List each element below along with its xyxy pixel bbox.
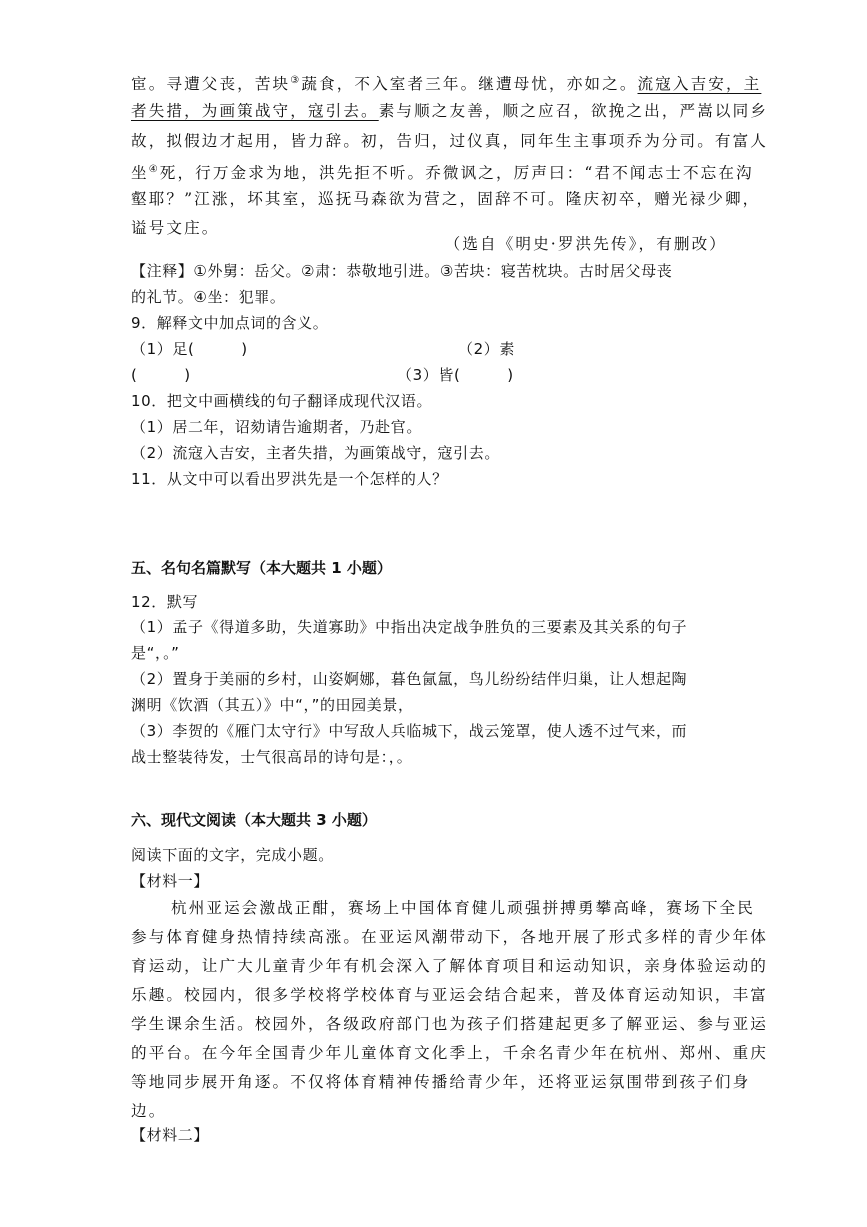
question-12-item-2a: （2）置身于美丽的乡村，山姿婀娜，暮色氤氲，鸟儿纷纷结伴归巢，让人想起陶	[131, 670, 688, 688]
question-12-stem: 12．默写	[131, 593, 199, 611]
question-12-item-3a: （3）李贺的《雁门太守行》中写敌人兵临城下，战云笼罩，使人透不过气来，而	[131, 722, 688, 740]
passage-line-4	[131, 157, 754, 186]
material-1-line-3: 育运动，让广大儿童青少年有机会深入了解体育项目和运动知识，亲身体验运动的	[131, 957, 768, 975]
section-6-intro: 阅读下面的文字，完成小题。	[131, 846, 334, 864]
passage-text: 宦。寻遭父丧，苦块	[131, 75, 291, 94]
material-1-line-4: 乐趣。校园内，很多学校将学校体育与亚运会结合起来，普及体育运动知识，丰富	[131, 986, 768, 1004]
question-11-stem: 11．从文中可以看出罗洪先是一个怎样的人？	[131, 470, 448, 488]
material-1-line-1: 杭州亚运会激战正酣，赛场上中国体育健儿顽强拼搏勇攀高峰，赛场下全民	[171, 899, 755, 917]
section-6-title: 六、现代文阅读（本大题共 3 小题）	[131, 811, 377, 829]
material-1-line-2: 参与体育健身热情持续高涨。在亚运风潮带动下，各地开展了形式多样的青少年体	[131, 928, 768, 946]
passage-text: 素与顺之友善，顺之应召，欲挽之出，严嵩以同乡	[378, 102, 768, 120]
notes-line-2: 的礼节。④坐：犯罪。	[131, 288, 286, 306]
underlined-sentence: 者失措，为画策战守，寇引去。	[131, 102, 379, 120]
question-9-item-2: （2）素	[458, 340, 515, 358]
passage-line-1	[131, 68, 761, 97]
question-9-item-3: （3）皆( )	[397, 366, 514, 384]
question-10-stem: 10．把文中画横线的句子翻译成现代汉语。	[131, 392, 433, 410]
question-9-stem: 9．解释文中加点词的含义。	[131, 314, 329, 332]
question-12-item-3b: 战士整装待发，士气很高昂的诗句是：，。	[131, 748, 413, 766]
passage-text: 死，行万金求为地，洪先拒不听。乔微讽之，厉声曰：“君不闻志士不忘在沟	[159, 164, 754, 183]
passage-source: （选自《明史·罗洪先传》，有删改）	[444, 235, 727, 253]
question-12-item-1b: 是“，。”	[131, 644, 180, 662]
question-9-item-1: （1）足( )	[131, 340, 248, 358]
underlined-sentence: 流寇入吉安，主	[637, 75, 762, 94]
question-12-item-2b: 渊明《饮酒（其五）》中“，”的田园美景，	[131, 696, 414, 714]
material-1-line-5: 学生课余生活。校园外，各级政府部门也为孩子们搭建起更多了解亚运、参与亚运	[131, 1015, 768, 1033]
material-1-heading: 【材料一】	[131, 872, 210, 890]
passage-line-2	[131, 98, 768, 124]
passage-text: 坐	[131, 164, 149, 183]
question-9-item-2-blank: ( )	[131, 366, 191, 384]
passage-line-6: 谥号文庄。	[131, 219, 220, 237]
section-5-title: 五、名句名篇默写（本大题共 1 小题）	[131, 559, 392, 577]
question-12-item-1a: （1）孟子《得道多助，失道寡助》中指出决定战争胜负的三要素及其关系的句子	[131, 618, 688, 636]
question-10-item-1: （1）居二年，诏劾请告逾期者，乃赴官。	[131, 418, 422, 436]
material-1-line-8: 边。	[131, 1102, 167, 1120]
notes-line-1: 【注释】①外舅：岳父。②肃：恭敬地引进。③苦块：寝苦枕块。古时居父母丧	[131, 262, 673, 280]
passage-line-5: 壑耶？”江涨，坏其室，巡抚马森欲为营之，固辞不可。隆庆初卒，赠光禄少卿，	[131, 190, 761, 208]
material-1-line-7: 等地同步展开角逐。不仅将体育精神传播给青少年，还将亚运氛围带到孩子们身	[131, 1073, 751, 1091]
passage-line-3: 故，拟假边才起用，皆力辞。初，告归，过仪真，同年生主事项乔为分司。有富人	[131, 132, 768, 150]
note-marker: ④	[148, 164, 160, 175]
material-2-heading: 【材料二】	[131, 1126, 210, 1144]
passage-text: 蔬食，不入室者三年。继遭母忧，亦如之。	[301, 75, 638, 94]
note-marker: ③	[290, 75, 302, 86]
question-10-item-2: （2）流寇入吉安，主者失措，为画策战守，寇引去。	[131, 444, 500, 462]
material-1-line-6: 的平台。在今年全国青少年儿童体育文化季上，千余名青少年在杭州、郑州、重庆	[131, 1044, 768, 1062]
